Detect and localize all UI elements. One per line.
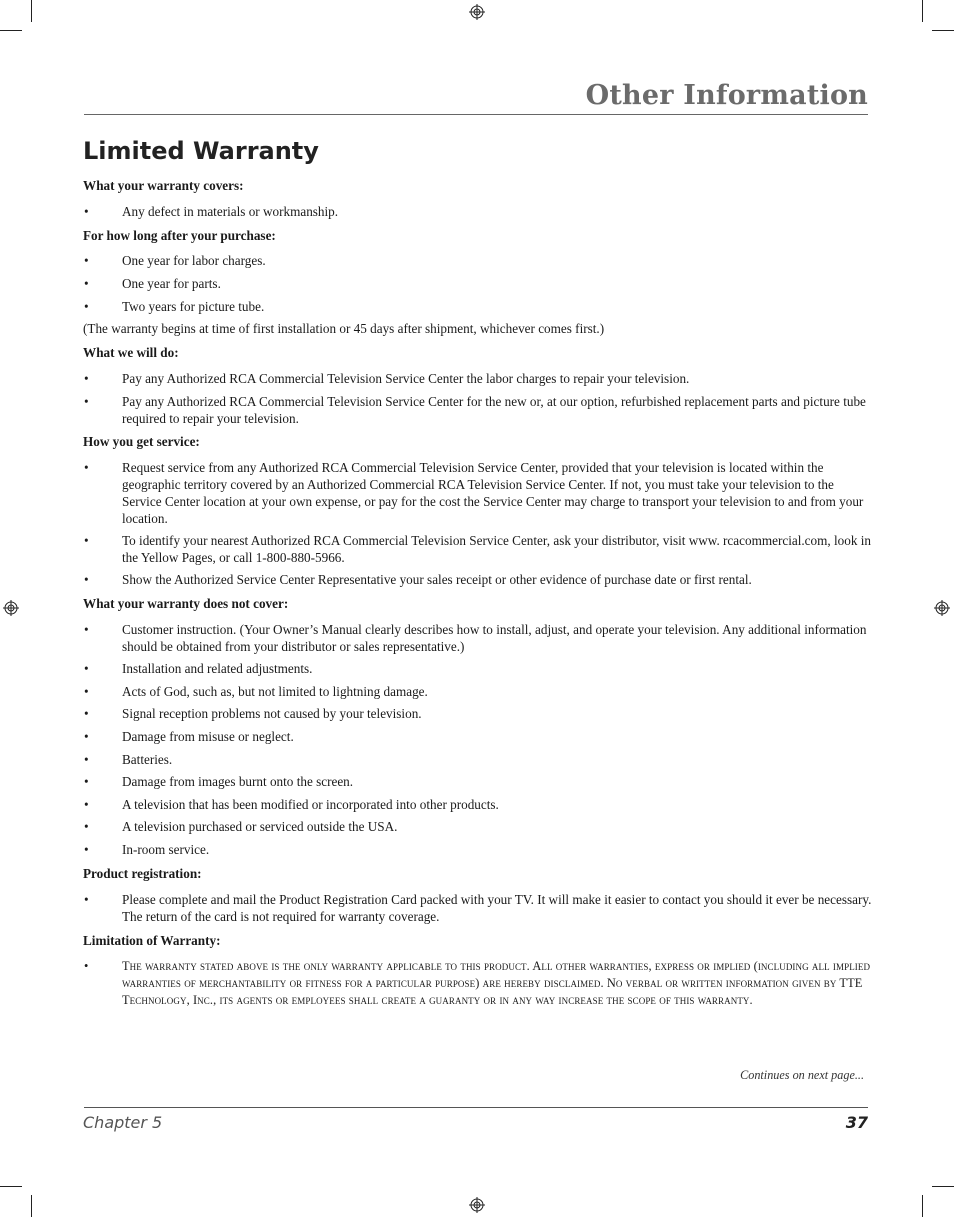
registration-mark-icon xyxy=(469,1197,485,1213)
section-heading-registration: Product registration: xyxy=(83,866,202,881)
list-item: • Acts of God, such as, but not limited to lightning damage. xyxy=(83,683,873,700)
list-item: • Pay any Authorized RCA Commercial Television Service Center for the new or, at our option, refurbished replacement parts and picture tube required to repair your television. xyxy=(83,393,873,427)
list-item: • Batteries. xyxy=(83,751,873,768)
footer-divider xyxy=(84,1107,868,1108)
list-item: • A television purchased or serviced outside the USA. xyxy=(83,818,873,835)
list-item: • One year for parts. xyxy=(83,275,873,292)
service-list xyxy=(83,459,873,588)
list-item: • Signal reception problems not caused by your television. xyxy=(83,705,873,722)
duration-list xyxy=(83,252,873,315)
header-divider xyxy=(84,114,868,115)
limitation-list xyxy=(83,958,873,1009)
list-item: • Any defect in materials or workmanship. xyxy=(83,203,873,220)
crop-mark xyxy=(31,1195,32,1217)
list-item: • Two years for picture tube. xyxy=(83,298,873,315)
list-item: • Installation and related adjustments. xyxy=(83,660,873,677)
list-item: • The warranty stated above is the only warranty applicable to this product. All other warranties, express or implied (including all implied warranties of merchantability or fitness for a particular purpose) are hereby disclaimed. No verbal or written information given by TTE Technology, Inc., its agents or employees shall create a guaranty or in any way increase the scope of this warranty. xyxy=(83,958,873,1009)
registration-mark-icon xyxy=(3,600,19,616)
section-heading-will-do: What we will do: xyxy=(83,345,179,360)
list-item: • Show the Authorized Service Center Representative your sales receipt or other evidence of purchase date or first rental. xyxy=(83,571,873,588)
section-header-title: Other Information xyxy=(585,80,868,111)
crop-mark xyxy=(922,0,923,22)
crop-mark xyxy=(0,1186,22,1187)
list-item: • Please complete and mail the Product Registration Card packed with your TV. It will make it easier to contact you should it ever be necessary. The return of the card is not required for warranty coverage. xyxy=(83,891,873,925)
list-item: • Damage from images burnt onto the screen. xyxy=(83,773,873,790)
warranty-content xyxy=(83,177,873,1009)
crop-mark xyxy=(932,1186,954,1187)
list-item: • One year for labor charges. xyxy=(83,252,873,269)
registration-list xyxy=(83,891,873,925)
crop-mark xyxy=(0,30,22,31)
crop-mark xyxy=(932,30,954,31)
crop-mark xyxy=(922,1195,923,1217)
list-item: • Customer instruction. (Your Owner’s Manual clearly describes how to install, adjust, and operate your television. Any additional information should be obtained from your distributor or sales representative.) xyxy=(83,621,873,655)
registration-mark-icon xyxy=(469,4,485,20)
continues-note: Continues on next page... xyxy=(740,1068,864,1082)
section-heading-not-cover: What your warranty does not cover: xyxy=(83,596,289,611)
crop-mark xyxy=(31,0,32,22)
page-title: Limited Warranty xyxy=(83,137,319,165)
section-heading-covers: What your warranty covers: xyxy=(83,178,244,193)
list-item: • Damage from misuse or neglect. xyxy=(83,728,873,745)
warranty-start-note: (The warranty begins at time of first installation or 45 days after shipment, whichever comes first.) xyxy=(83,321,605,336)
covers-list xyxy=(83,203,873,220)
registration-mark-icon xyxy=(934,600,950,616)
list-item: • To identify your nearest Authorized RCA Commercial Television Service Center, ask your distributor, visit www. rcacommercial.com, look in the Yellow Pages, or call 1-800-880-5966. xyxy=(83,532,873,566)
list-item: • Pay any Authorized RCA Commercial Television Service Center the labor charges to repair your television. xyxy=(83,370,873,387)
list-item: • In-room service. xyxy=(83,841,873,858)
page-number: 37 xyxy=(845,1113,868,1132)
list-item: • Request service from any Authorized RCA Commercial Television Service Center, provided that your television is located within the geographic territory covered by an Authorized Commercial RCA Television Service Center. If not, you must take your television to the Service Center location at your own expense, or pay for the cost the Service Center may charge to transport your television to and from your location. xyxy=(83,459,873,527)
section-heading-service: How you get service: xyxy=(83,434,200,449)
will-do-list xyxy=(83,370,873,427)
not-cover-list xyxy=(83,621,873,858)
footer-chapter: Chapter 5 xyxy=(83,1113,163,1132)
section-heading-limitation: Limitation of Warranty: xyxy=(83,933,221,948)
section-heading-duration: For how long after your purchase: xyxy=(83,228,276,243)
list-item: • A television that has been modified or incorporated into other products. xyxy=(83,796,873,813)
